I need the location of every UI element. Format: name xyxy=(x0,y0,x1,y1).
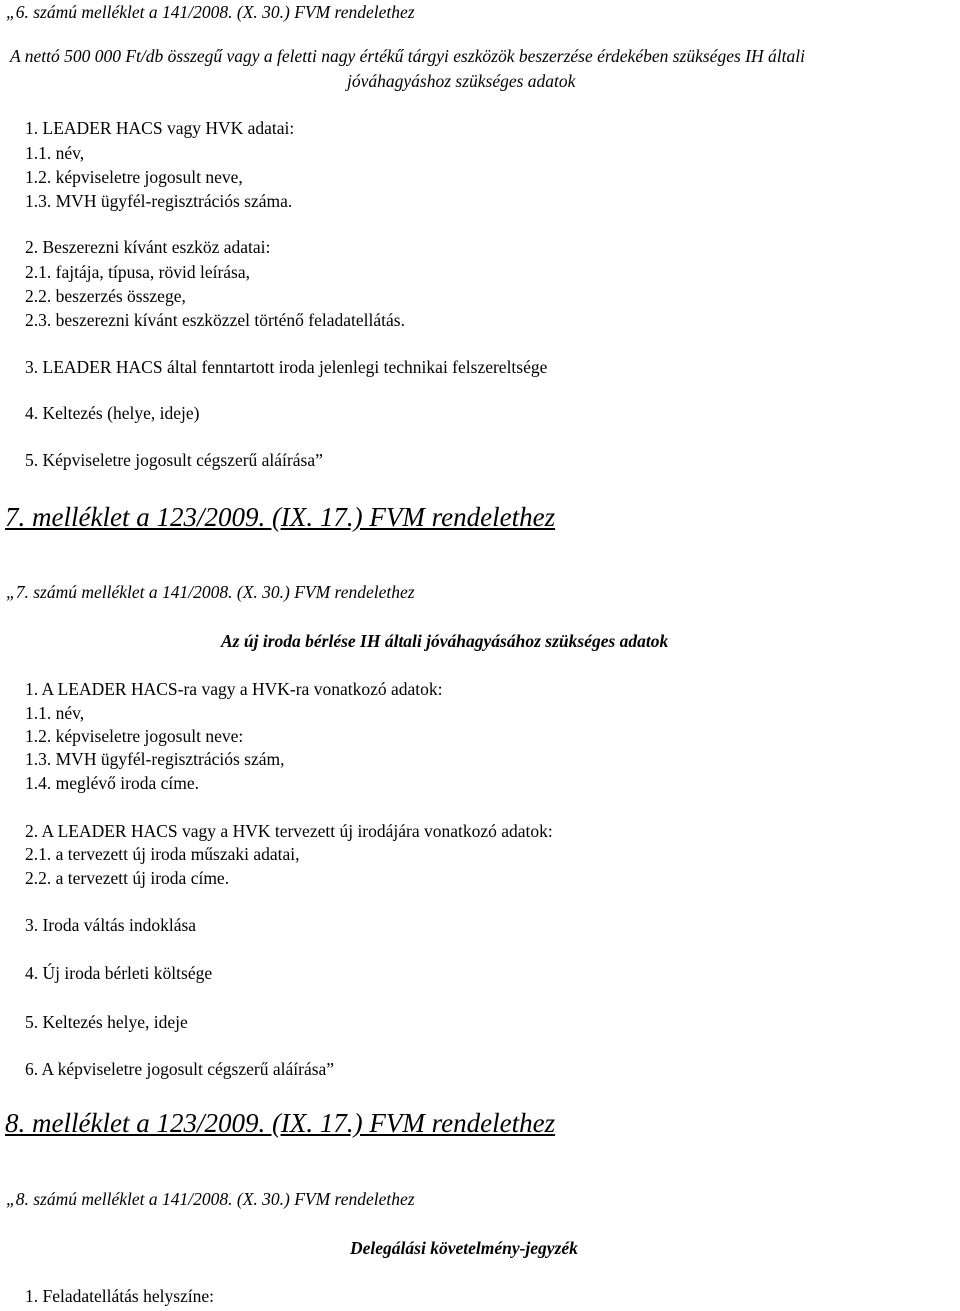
annex8-heading: 8. melléklet a 123/2009. (IX. 17.) FVM rendelethez xyxy=(5,1108,556,1138)
annex6-title-line2: jóváhagyáshoz szükséges adatok xyxy=(347,71,576,91)
annex7-item: 5. Keltezés helye, ideje xyxy=(25,1012,188,1032)
annex7-reference: „7. számú melléklet a 141/2008. (X. 30.) FVM rendelethez xyxy=(6,582,415,602)
annex7-heading: 7. melléklet a 123/2009. (IX. 17.) FVM rendelethez xyxy=(5,502,556,532)
annex7-item: 4. Új iroda bérleti költsége xyxy=(25,963,213,983)
annex7-item: 2. A LEADER HACS vagy a HVK tervezett új irodájára vonatkozó adatok: xyxy=(25,821,553,841)
annex7-item: 1.2. képviseletre jogosult neve: xyxy=(25,726,244,746)
annex6-item: 2.2. beszerzés összege, xyxy=(25,286,186,306)
annex8-title: Delegálási követelmény-jegyzék xyxy=(350,1238,578,1258)
annex7-item: 6. A képviseletre jogosult cégszerű aláírása” xyxy=(25,1059,335,1079)
annex6-item: 1. LEADER HACS vagy HVK adatai: xyxy=(25,118,295,138)
annex6-reference: „6. számú melléklet a 141/2008. (X. 30.) FVM rendelethez xyxy=(6,2,415,22)
annex7-item: 2.1. a tervezett új iroda műszaki adatai, xyxy=(25,844,300,864)
annex7-item: 1.3. MVH ügyfél-regisztrációs szám, xyxy=(25,749,285,769)
annex6-item: 2.1. fajtája, típusa, rövid leírása, xyxy=(25,262,250,282)
annex6-item: 1.2. képviseletre jogosult neve, xyxy=(25,167,243,187)
annex7-item: 3. Iroda váltás indoklása xyxy=(25,915,197,935)
annex7-item: 1.1. név, xyxy=(25,703,85,723)
annex6-item: 2. Beszerezni kívánt eszköz adatai: xyxy=(25,237,271,257)
annex6-item: 5. Képviseletre jogosult cégszerű aláírása” xyxy=(25,450,323,470)
annex6-item: 2.3. beszerezni kívánt eszközzel történő feladatellátás. xyxy=(25,310,405,330)
annex7-title: Az új iroda bérlése IH általi jóváhagyásához szükséges adatok xyxy=(221,631,669,651)
annex7-item: 2.2. a tervezett új iroda címe. xyxy=(25,868,230,888)
annex7-item: 1. A LEADER HACS-ra vagy a HVK-ra vonatkozó adatok: xyxy=(25,679,443,699)
annex8-reference: „8. számú melléklet a 141/2008. (X. 30.) FVM rendelethez xyxy=(6,1189,415,1209)
annex6-title-line1: A nettó 500 000 Ft/db összegű vagy a feletti nagy értékű tárgyi eszközök beszerzése érdekében szükséges IH általi xyxy=(10,46,805,66)
annex8-item: 1. Feladatellátás helyszíne: xyxy=(25,1286,215,1306)
annex6-item: 3. LEADER HACS által fenntartott iroda jelenlegi technikai felszereltsége xyxy=(25,357,548,377)
annex6-item: 4. Keltezés (helye, ideje) xyxy=(25,403,200,423)
annex7-item: 1.4. meglévő iroda címe. xyxy=(25,773,199,793)
annex6-item: 1.3. MVH ügyfél-regisztrációs száma. xyxy=(25,191,293,211)
annex6-item: 1.1. név, xyxy=(25,143,85,163)
